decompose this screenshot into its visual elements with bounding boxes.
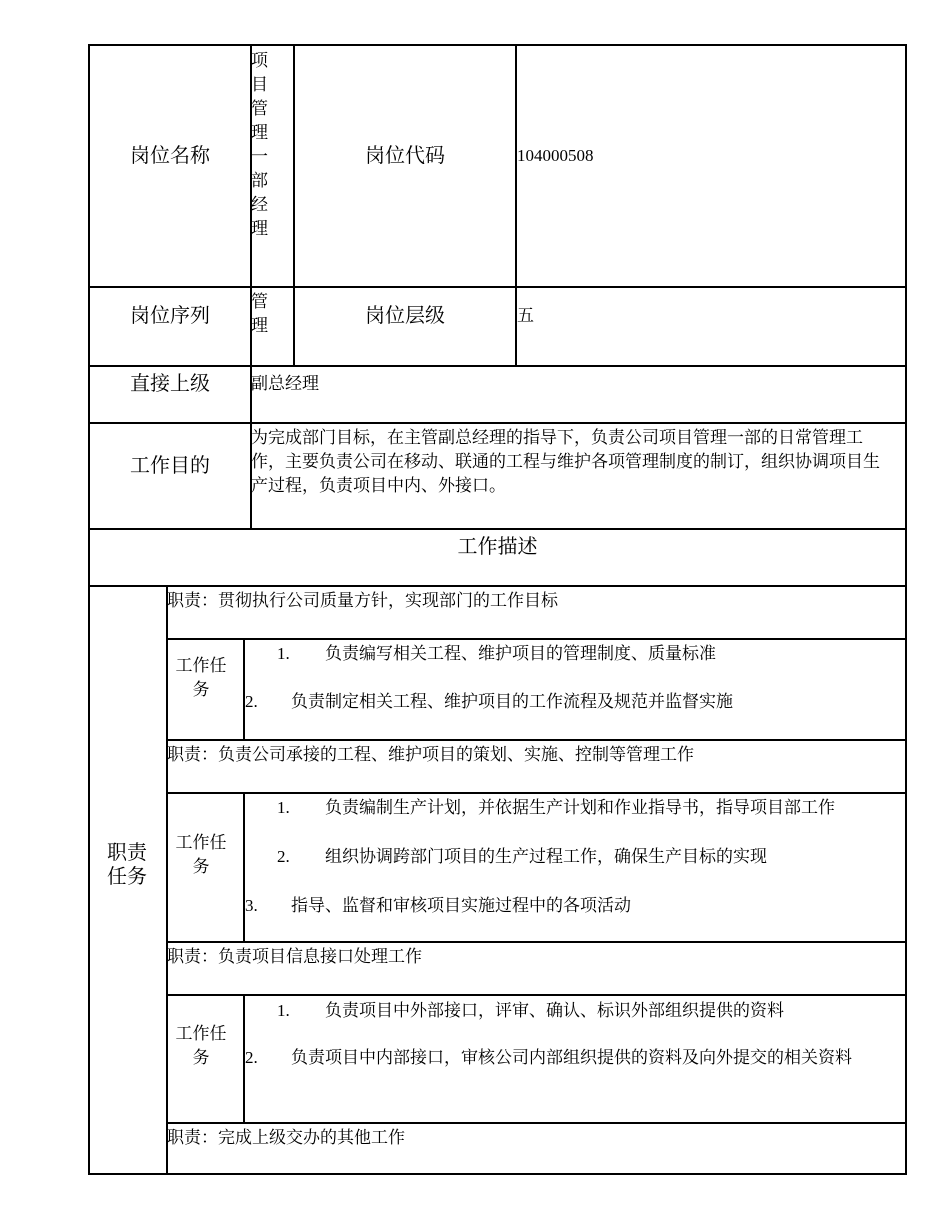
col-divider bbox=[166, 585, 168, 1175]
job-code-value: 104000508 bbox=[517, 146, 594, 165]
row-divider bbox=[88, 422, 907, 424]
task-text: 负责编制生产计划，并依据生产计划和作业指导书，指导项目部工作 bbox=[325, 798, 835, 817]
job-series-label: 岗位序列 bbox=[130, 305, 210, 327]
table-border-left bbox=[88, 44, 90, 1175]
job-level-label: 岗位层级 bbox=[365, 305, 445, 327]
task-number: 1. bbox=[277, 798, 290, 817]
task-label: 工作任务 bbox=[175, 833, 227, 876]
task-number: 3. bbox=[245, 896, 258, 915]
duty-item: 职责：负责项目信息接口处理工作 bbox=[167, 947, 422, 966]
task-text: 负责制定相关工程、维护项目的工作流程及规范并监督实施 bbox=[291, 692, 733, 711]
superior-value: 副总经理 bbox=[251, 374, 319, 393]
row-divider bbox=[166, 739, 907, 741]
job-series-value: 管理 bbox=[251, 292, 268, 335]
duty-item: 职责：完成上级交办的其他工作 bbox=[167, 1128, 405, 1147]
job-level-value: 五 bbox=[517, 306, 534, 325]
row-divider bbox=[166, 941, 907, 943]
table-border-top bbox=[88, 44, 907, 46]
row-divider bbox=[88, 528, 907, 530]
row-divider bbox=[88, 585, 907, 587]
superior-label: 直接上级 bbox=[130, 373, 210, 395]
row-divider bbox=[166, 638, 907, 640]
task-text: 负责编写相关工程、维护项目的管理制度、质量标准 bbox=[325, 644, 716, 663]
task-label: 工作任务 bbox=[175, 1024, 227, 1067]
task-label: 工作任务 bbox=[175, 656, 227, 699]
task-text: 负责项目中外部接口，评审、确认、标识外部组织提供的资料 bbox=[325, 1001, 784, 1020]
col-divider bbox=[243, 792, 245, 943]
duties-label: 职责任务 bbox=[107, 842, 147, 888]
task-text: 组织协调跨部门项目的生产过程工作，确保生产目标的实现 bbox=[325, 847, 767, 866]
purpose-value: 为完成部门目标，在主管副总经理的指导下，负责公司项目管理一部的日常管理工作，主要负责公司在移动、联通的工程与维护各项管理制度的制订，组织协调项目生产过程，负责项目中内、外接口。 bbox=[251, 428, 880, 495]
work-description-title: 工作描述 bbox=[457, 536, 538, 558]
task-number: 2. bbox=[245, 692, 258, 711]
row-divider bbox=[88, 365, 907, 367]
task-number: 1. bbox=[277, 644, 290, 663]
row-divider bbox=[166, 994, 907, 996]
table-border-bottom bbox=[88, 1173, 907, 1175]
table-border-right bbox=[905, 44, 907, 1175]
task-number: 1. bbox=[277, 1001, 290, 1020]
job-name-value: 项目管理一部经理 bbox=[251, 51, 268, 238]
duty-item: 职责：负责公司承接的工程、维护项目的策划、实施、控制等管理工作 bbox=[167, 745, 694, 764]
job-name-label: 岗位名称 bbox=[130, 145, 210, 167]
purpose-label: 工作目的 bbox=[130, 455, 210, 477]
task-text: 指导、监督和审核项目实施过程中的各项活动 bbox=[291, 896, 631, 915]
task-text: 负责项目中内部接口，审核公司内部组织提供的资料及向外提交的相关资料 bbox=[291, 1048, 852, 1067]
job-code-label: 岗位代码 bbox=[365, 145, 445, 167]
row-divider bbox=[166, 792, 907, 794]
row-divider bbox=[166, 1122, 907, 1124]
task-number: 2. bbox=[245, 1048, 258, 1067]
duty-item: 职责：贯彻执行公司质量方针，实现部门的工作目标 bbox=[167, 591, 558, 610]
task-number: 2. bbox=[277, 847, 290, 866]
row-divider bbox=[88, 286, 907, 288]
